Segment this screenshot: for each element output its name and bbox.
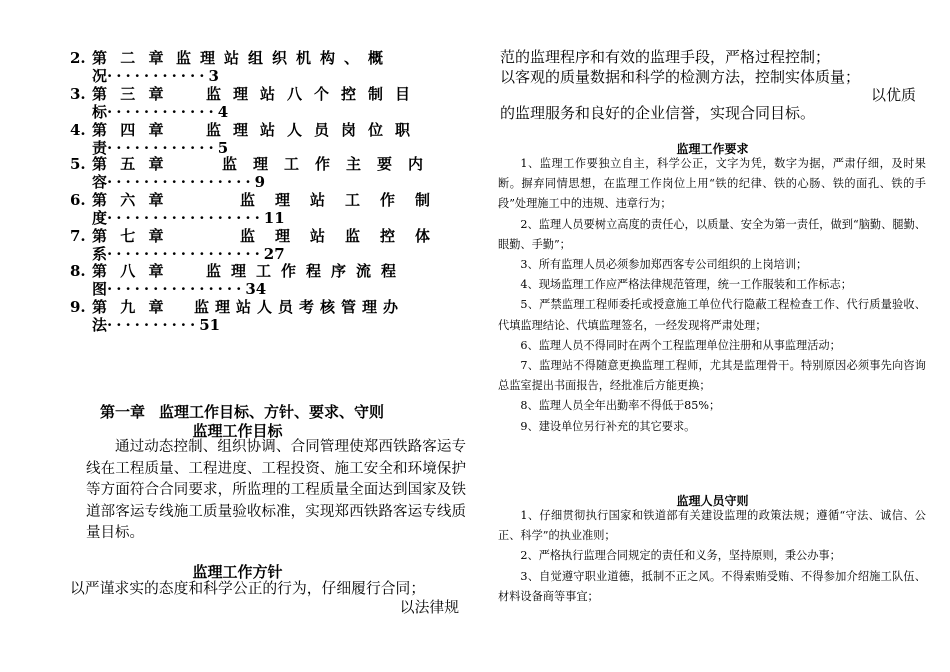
- toc-title-text: 监理站人员岗位职: [206, 121, 423, 139]
- toc-number: 8.: [70, 262, 86, 280]
- toc-title: [176, 298, 462, 316]
- toc-number: 7.: [70, 227, 86, 245]
- toc-chapter: 第 三 章: [92, 85, 168, 103]
- chapter-title: 监理工作目标、方针、要求、守则: [159, 403, 385, 421]
- toc-title-cont: 图: [92, 280, 108, 298]
- toc-number: 5.: [70, 155, 86, 173]
- policy-title: 监理工作方针: [192, 563, 283, 581]
- toc-page: 5: [217, 139, 229, 157]
- toc-title-text: 监理站组织机构、概: [176, 49, 393, 67]
- toc-chapter: 第 六 章: [92, 191, 168, 209]
- toc-title-cont: 度: [92, 209, 108, 227]
- toc-entry[interactable]: [70, 227, 462, 263]
- toc-entry[interactable]: [70, 85, 462, 121]
- toc-title: [176, 49, 462, 67]
- list-item: 1、监理工作要独立自主，科学公正，文字为凭，数字为据，严肃仔细，及时果断。摒弃同情思想，在监理工作岗位上用“铁的纪律、铁的心肠、铁的面孔、铁的手段”处理施工中的违规、违章行为；: [498, 157, 926, 211]
- toc-leader: ···············: [107, 280, 246, 298]
- toc-page: 4: [217, 103, 229, 121]
- toc-chapter: 第 二 章: [92, 49, 168, 67]
- chapter-heading: [100, 401, 384, 422]
- list-item: 6、监理人员不得同时在两个工程监理单位注册和从事监理活动；: [520, 338, 841, 352]
- toc-leader: ··········: [107, 316, 200, 334]
- list-item: 3、所有监理人员必须参加郑西客专公司组织的上岗培训；: [520, 258, 808, 272]
- list-item: 7、监理站不得随意更换监理工程师，尤其是监理骨干。特别原因必须事先向咨询总监室提出书面报告，经批准后方能更换；: [498, 359, 926, 393]
- list-item: 3、自觉遵守职业道德，抵制不正之风。不得索贿受贿、不得参加介绍施工队伍、材料设备商等事宜；: [498, 569, 926, 603]
- toc-leader: ···········: [107, 67, 209, 85]
- list-item: 5、严禁监理工程师委托或授意施工单位代行隐蔽工程检查工作、代行质量验收、代填监理结论、代填监理签名，一经发现将严肃处理；: [498, 298, 926, 332]
- list-item: 2、严格执行监理合同规定的责任和义务，坚持原则，秉公办事；: [520, 549, 841, 563]
- toc-page: 51: [199, 316, 221, 334]
- toc-title-text: 监理站人员考核管理办: [194, 298, 405, 316]
- code-of-conduct-list: [498, 506, 926, 607]
- toc-number: 9.: [70, 298, 86, 316]
- toc-title-cont: 标: [92, 103, 108, 121]
- toc-title-text: 监理工作主要内: [222, 155, 440, 173]
- requirements-list: [498, 154, 926, 437]
- list-item: 8、监理人员全年出勤率不得低于85%；: [520, 399, 721, 413]
- toc-title-cont: 况: [92, 67, 108, 85]
- toc-title: [176, 262, 462, 280]
- policy-continued: 范的监理程序和有效的监理手段，严格过程控制；: [500, 48, 831, 66]
- toc-leader: ················: [107, 173, 255, 191]
- requirements-title: 监理工作要求: [676, 142, 749, 156]
- list-item: 1、仔细贯彻执行国家和铁道部有关建设监理的政策法规；遵循“守法、诚信、公正、科学”的执业准则；: [498, 509, 926, 543]
- toc-title-text: 监理工作程序流程: [206, 262, 407, 280]
- toc-title: [176, 227, 462, 245]
- toc-leader: ············: [107, 139, 218, 157]
- toc-title: [176, 155, 462, 173]
- toc-chapter: 第 七 章: [92, 227, 168, 245]
- chapter-label: 第一章: [100, 403, 146, 421]
- policy-line: 以法律规: [399, 599, 459, 616]
- toc-page: 11: [263, 209, 285, 227]
- goal-title: 监理工作目标: [192, 422, 283, 440]
- toc-chapter: 第 八 章: [92, 262, 168, 280]
- toc-title-text: 监理站工作制: [240, 191, 451, 209]
- goal-paragraph: 通过动态控制、组织协调、合同管理使郑西铁路客运专线在工程质量、工程进度、工程投资、施工安全和环境保护等方面符合合同要求，所监理的工程质量全面达到国家及铁道部客运专线施工质量验收标准，实现郑西铁路客运专线质量目标。: [86, 439, 466, 541]
- toc-title-cont: 责: [92, 139, 108, 157]
- policy-continued: 以客观的质量数据和科学的检测方法，控制实体质量；: [500, 68, 861, 86]
- toc-entry[interactable]: [70, 298, 462, 334]
- policy-continued: 以优质: [870, 86, 916, 104]
- toc-number: 3.: [70, 85, 86, 103]
- toc-page: 27: [263, 245, 285, 263]
- code-of-conduct-title: 监理人员守则: [676, 494, 749, 508]
- toc-title: [176, 85, 462, 103]
- toc-page: 9: [254, 173, 266, 191]
- toc-entry[interactable]: [70, 191, 462, 227]
- toc-title-cont: 法: [92, 316, 108, 334]
- toc-page: 34: [245, 280, 267, 298]
- toc-title: [176, 191, 462, 209]
- toc-number: 2.: [70, 49, 86, 67]
- toc-entry[interactable]: [70, 121, 462, 157]
- toc-entry[interactable]: [70, 155, 462, 191]
- toc-title-text: 监理站监控体: [240, 227, 451, 245]
- toc-entry[interactable]: [70, 262, 462, 298]
- toc-chapter: 第 四 章: [92, 121, 168, 139]
- toc-chapter: 第 九 章: [92, 298, 168, 316]
- toc-number: 6.: [70, 191, 86, 209]
- policy-continued: 的监理服务和良好的企业信誉，实现合同目标。: [500, 104, 816, 122]
- toc-leader: ············: [107, 103, 218, 121]
- toc-leader: ·················: [107, 245, 264, 263]
- toc-number: 4.: [70, 121, 86, 139]
- toc-title: [176, 121, 462, 139]
- toc-page: 3: [208, 67, 219, 85]
- toc-chapter: 第 五 章: [92, 155, 168, 173]
- toc-title-cont: 系: [92, 245, 108, 263]
- list-item: 9、建设单位另行补充的其它要求。: [520, 419, 696, 433]
- toc-leader: ·················: [107, 209, 264, 227]
- list-item: 4、现场监理工作应严格法律规范管理，统一工作服装和工作标志；: [520, 278, 852, 292]
- toc-title-cont: 容: [92, 173, 108, 191]
- list-item: 2、监理人员要树立高度的责任心，以质量、安全为第一责任，做到“脑勤、腿勤、眼勤、手勤”；: [498, 217, 926, 251]
- toc-title-text: 监理站八个控制目: [206, 85, 423, 103]
- toc-entry[interactable]: [70, 49, 462, 85]
- policy-line: 以严谨求实的态度和科学公正的行为，仔细履行合同；: [70, 580, 426, 597]
